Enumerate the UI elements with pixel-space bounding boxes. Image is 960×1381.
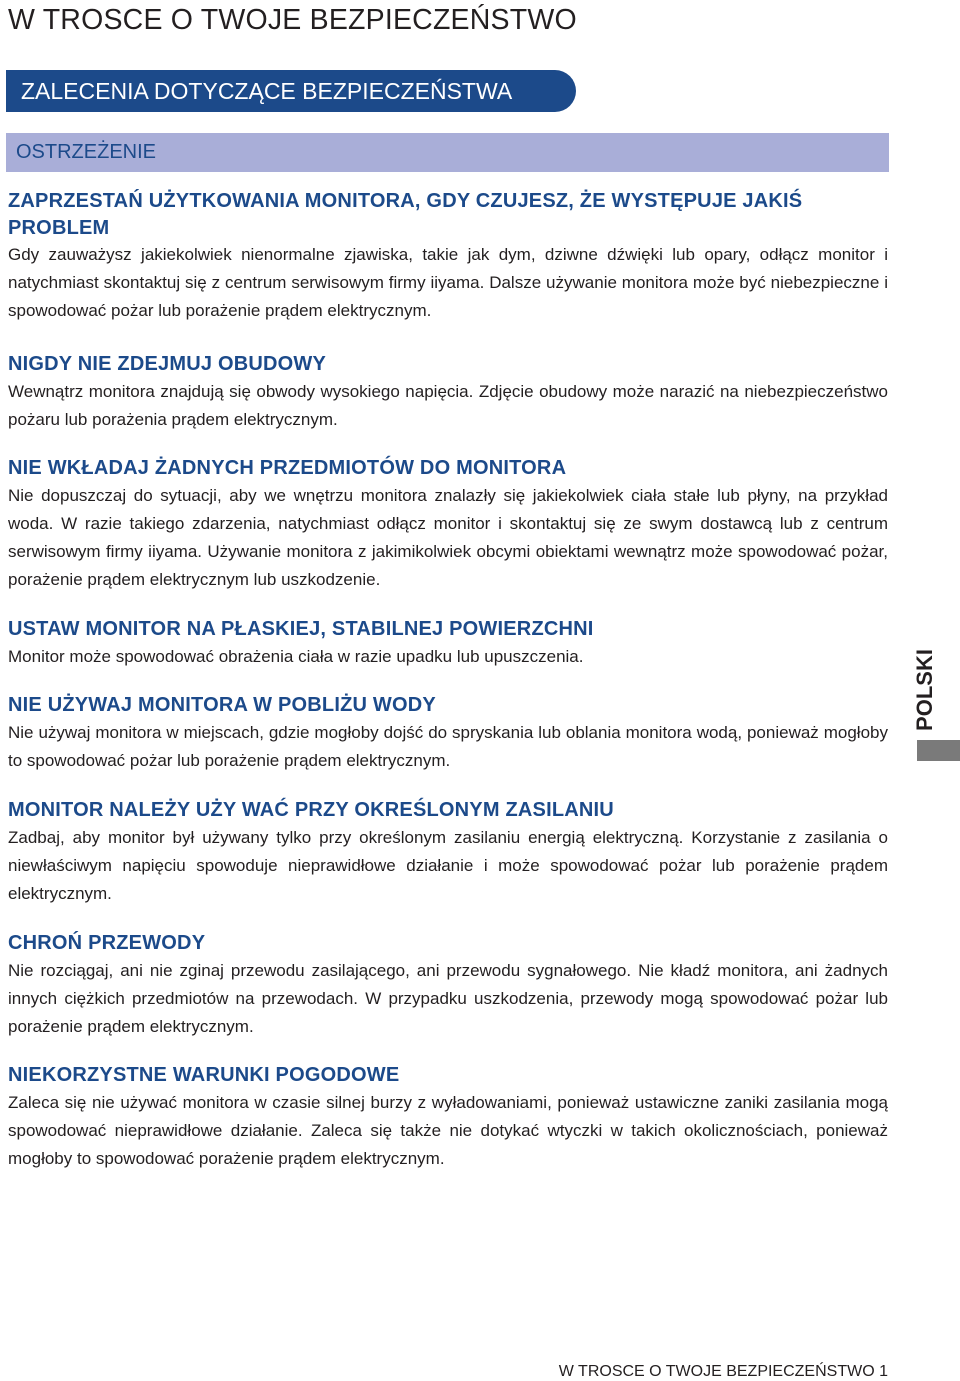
section-stop-using xyxy=(8,188,888,325)
section-body: Nie rozciągaj, ani nie zginaj przewodu zasilającego, ani przewodu sygnałowego. Nie kładź monitora, ani żadnych innych ciężkich przedmiotów na przewodach. W przypadku uszkodzenia, przewody mogą spowodować pożar lub porażenie prądem elektrycznym. xyxy=(8,961,888,1036)
language-tab-label: POLSKI xyxy=(912,649,937,731)
page-title: W TROSCE O TWOJE BEZPIECZEŃSTWO xyxy=(8,4,577,36)
section-body: Zadbaj, aby monitor był używany tylko przy określonym zasilaniu energią elektryczną. Korzystanie z zasilania o niewłaściwym napięciu spowoduje nieprawidłowe działanie i może spowodować pożar lub porażenie prądem elektrycznym. xyxy=(8,828,888,903)
warning-bar: OSTRZEŻENIE xyxy=(6,133,889,172)
page-footer: W TROSCE O TWOJE BEZPIECZEŃSTWO 1 xyxy=(558,1363,888,1380)
section-heading: MONITOR NALEŻY UŻY WAĆ PRZY OKREŚLONYM ZASILANIU xyxy=(8,799,614,821)
section-body: Nie dopuszczaj do sytuacji, aby we wnętrzu monitora znalazły się jakiekolwiek ciała stałe lub płyny, na przykład woda. W razie takiego zdarzenia, natychmiast odłącz monitor i skontaktuj się ze swym dostawcą lub z centrum serwisowym firmy iiyama. Używanie monitora z jakimikolwiek obcymi obiektami wewnątrz może spowodować pożar, porażenie prądem elektrycznym lub uszkodzenie. xyxy=(8,486,888,589)
section-body: Monitor może spowodować obrażenia ciała w razie upadku lub upuszczenia. xyxy=(8,647,584,666)
language-tab-bar xyxy=(917,740,960,761)
language-tab xyxy=(905,645,945,735)
section-heading: NIE WKŁADAJ ŻADNYCH PRZEDMIOTÓW DO MONITORA xyxy=(8,457,567,479)
section-no-objects-inside xyxy=(8,455,888,594)
section-body: Gdy zauważysz jakiekolwiek nienormalne zjawiska, takie jak dym, dziwne dźwięki lub opary, odłącz monitor i natychmiast skontaktuj się z centrum serwisowym firmy iiyama. Dalsze używanie monitora może być niebezpieczne i spowodować pożar lub porażenie prądem elektrycznym. xyxy=(8,245,888,320)
section-heading: ZAPRZESTAŃ UŻYTKOWANIA MONITORA, GDY CZUJESZ, ŻE WYSTĘPUJE JAKIŚ PROBLEM xyxy=(8,190,803,239)
section-heading: NIGDY NIE ZDEJMUJ OBUDOWY xyxy=(8,353,326,375)
section-flat-surface xyxy=(8,616,888,671)
section-protect-cables xyxy=(8,930,888,1041)
section-away-from-water xyxy=(8,692,888,775)
section-body: Wewnątrz monitora znajdują się obwody wysokiego napięcia. Zdjęcie obudowy może narazić na niebezpieczeństwo pożaru lub porażenia prądem elektrycznym. xyxy=(8,382,888,429)
section-body: Zaleca się nie używać monitora w czasie silnej burzy z wyładowaniami, ponieważ ustawiczne zaniki zasilania mogą spowodować nieprawidłowe działanie. Zaleca się także nie dotykać wtyczki w takich okolicznościach, ponieważ mogłoby to spowodować porażenie prądem elektrycznym. xyxy=(8,1093,888,1168)
section-weather xyxy=(8,1062,888,1173)
section-header-pill: ZALECENIA DOTYCZĄCE BEZPIECZEŃSTWA xyxy=(6,70,576,112)
section-heading: CHROŃ PRZEWODY xyxy=(8,932,206,954)
section-specified-power xyxy=(8,797,888,908)
section-heading: NIEKORZYSTNE WARUNKI POGODOWE xyxy=(8,1064,400,1086)
section-heading: USTAW MONITOR NA PŁASKIEJ, STABILNEJ POWIERZCHNI xyxy=(8,618,594,640)
section-heading: NIE UŻYWAJ MONITORA W POBLIŻU WODY xyxy=(8,694,436,716)
section-never-remove-case xyxy=(8,351,888,434)
section-body: Nie używaj monitora w miejscach, gdzie mogłoby dojść do spryskania lub oblania monitora wodą, ponieważ mogłoby to spowodować pożar lub porażenie prądem elektrycznym. xyxy=(8,723,888,770)
